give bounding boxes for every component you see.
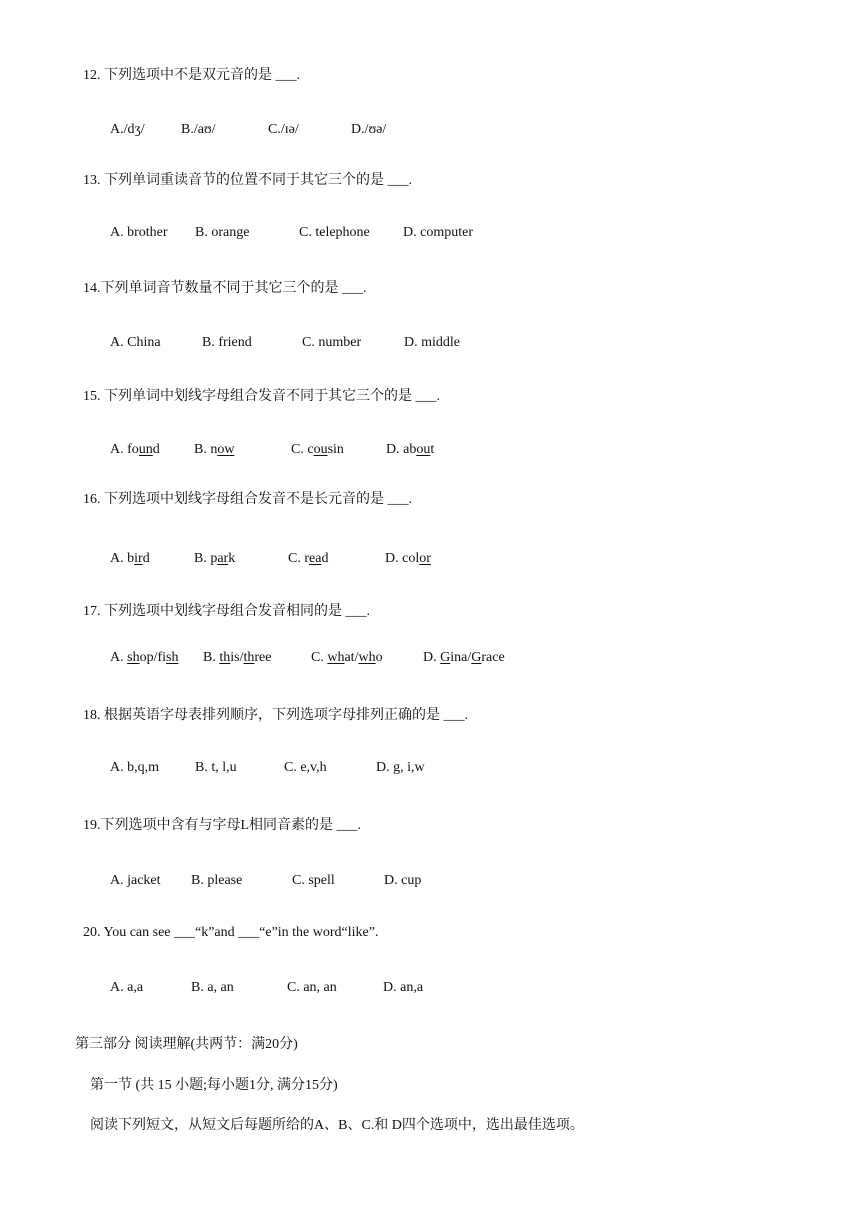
question-13-stem: 13. 下列单词重读音节的位置不同于其它三个的是 ___. (83, 173, 412, 188)
option-d: D. middle (404, 335, 460, 350)
option-b: B. t, l,u (195, 760, 237, 775)
underlined-letters: wh (358, 650, 376, 665)
option-d: D. about (386, 442, 435, 457)
option-b: B./aʊ/ (181, 122, 216, 137)
underlined-letters: un (138, 442, 153, 457)
option-d: D. g, i,w (376, 760, 425, 775)
option-a: A. b,q,m (110, 760, 159, 775)
option-b: B. this/three (203, 650, 272, 665)
option-d: D. Gina/Grace (423, 650, 505, 665)
underlined-letters: sh (127, 650, 140, 665)
option-d: D./ʊə/ (351, 122, 387, 137)
underlined-letters: th (243, 650, 255, 665)
question-17-stem: 17. 下列选项中划线字母组合发音相同的是 ___. (83, 604, 370, 619)
option-b: B. please (191, 873, 243, 888)
option-b: B. now (194, 442, 235, 457)
underlined-letters: or (419, 551, 431, 566)
option-c: C. telephone (299, 225, 370, 240)
option-d: D. an,a (383, 980, 424, 995)
underlined-letters: ar (217, 551, 229, 566)
underlined-letters: wh (327, 650, 345, 665)
option-d: D. cup (384, 873, 422, 888)
option-c: C. spell (292, 873, 335, 888)
underlined-letters: sh (166, 650, 179, 665)
question-15-stem: 15. 下列单词中划线字母组合发音不同于其它三个的是 ___. (83, 389, 440, 404)
option-b: B. a, an (191, 980, 234, 995)
option-d: D. color (385, 551, 431, 566)
option-c: C. cousin (291, 442, 344, 457)
option-a: A. shop/fish (110, 650, 179, 665)
question-18-stem: 18. 根据英语字母表排列顺序，下列选项字母排列正确的是 ___. (83, 708, 468, 723)
option-a: A. found (110, 442, 160, 457)
option-a: A. China (110, 335, 161, 350)
underlined-letters: G (471, 650, 482, 665)
question-14-stem: 14.下列单词音节数量不同于其它三个的是 ___. (83, 281, 367, 296)
option-c: C. e,v,h (284, 760, 327, 775)
option-b: B. friend (202, 335, 252, 350)
option-a: A. jacket (110, 873, 161, 888)
option-a: A. brother (110, 225, 168, 240)
question-19-stem: 19.下列选项中含有与字母L相同音素的是 ___. (83, 818, 362, 833)
part-3-heading: 第三部分 阅读理解(共两节：满20分) (75, 1037, 298, 1052)
option-c: C./ɪə/ (268, 122, 299, 137)
option-a: A./dʒ/ (110, 122, 145, 137)
option-b: B. orange (195, 225, 250, 240)
option-c: C. an, an (287, 980, 337, 995)
question-16-stem: 16. 下列选项中划线字母组合发音不是长元音的是 ___. (83, 492, 412, 507)
option-a: A. bird (110, 551, 150, 566)
underlined-letters: ow (217, 442, 235, 457)
underlined-letters: G (440, 650, 451, 665)
underlined-letters: ou (313, 442, 328, 457)
section-1-heading: 第一节 (共 15 小题;每小题1分, 满分15分) (90, 1078, 338, 1093)
underlined-letters: ou (416, 442, 431, 457)
option-d: D. computer (403, 225, 473, 240)
option-c: C. read (288, 551, 329, 566)
reading-instruction: 阅读下列短文，从短文后每题所给的A、B、C.和 D四个选项中，选出最佳选项。 (90, 1118, 584, 1133)
option-a: A. a,a (110, 980, 144, 995)
underlined-letters: th (219, 650, 231, 665)
question-12-stem: 12. 下列选项中不是双元音的是 ___. (83, 68, 300, 83)
option-c: C. what/who (311, 650, 383, 665)
option-c: C. number (302, 335, 362, 350)
underlined-letters: ea (309, 551, 322, 566)
option-b: B. park (194, 551, 236, 566)
underlined-letters: ir (134, 551, 143, 566)
question-20-stem: 20. You can see ___“k”and ___“e”in the word“like”. (83, 925, 379, 940)
